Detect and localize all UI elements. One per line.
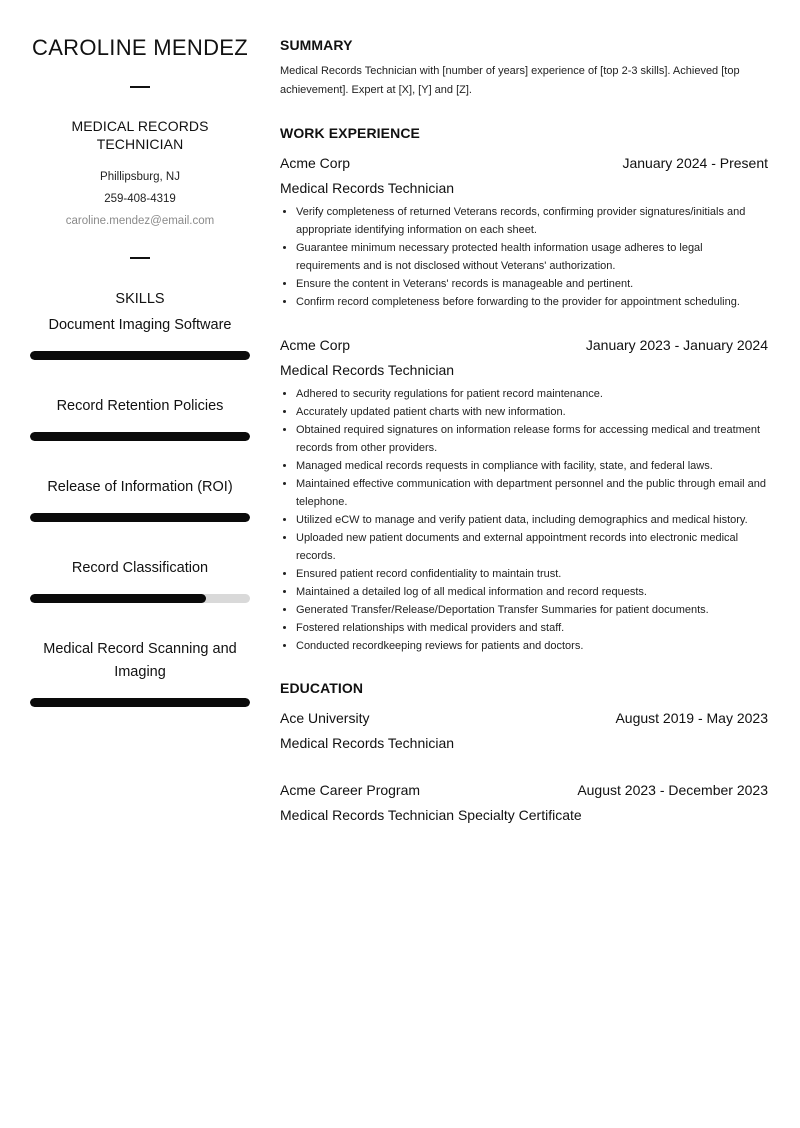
education-entry	[280, 781, 768, 824]
skill-name: Medical Record Scanning and Imaging	[43, 641, 237, 680]
skill-level-fill	[30, 513, 250, 522]
skill-list	[30, 314, 250, 707]
main-content	[280, 36, 768, 824]
skill-name: Document Imaging Software	[48, 317, 232, 333]
skill-level-bar	[30, 594, 250, 603]
education-dates: August 2023 - December 2023	[577, 782, 768, 798]
work-entry	[280, 336, 768, 655]
achievement-list	[280, 203, 768, 311]
education-section	[280, 679, 768, 824]
achievement-item: • Obtained required signatures on information release forms for accessing medical and treatment records from other providers.	[296, 421, 768, 457]
job-role: Medical Records Technician	[280, 180, 455, 196]
achievement-item: • Confirm record completeness before forwarding to the provider for appointment scheduling.	[296, 293, 768, 311]
skill-item	[30, 476, 250, 522]
education-entry	[280, 709, 768, 752]
skill-name: Record Retention Policies	[56, 398, 224, 414]
achievement-item: • Uploaded new patient documents and external appointment records into electronic medical records.	[296, 529, 768, 565]
institution-name: Acme Career Program	[280, 782, 421, 798]
summary-section	[280, 36, 768, 100]
email-address: caroline.mendez@email.com	[65, 215, 215, 227]
job-role: Medical Records Technician	[280, 362, 455, 378]
achievement-item: • Adhered to security regulations for patient record maintenance.	[296, 385, 768, 403]
skills-heading: SKILLS	[115, 291, 165, 307]
achievement-item: • Verify completeness of returned Veterans records, confirming provider signatures/initials and appropriate identifying information on each sheet.	[296, 203, 768, 239]
achievement-item: • Maintained effective communication with department personnel and the public through email and telephone.	[296, 475, 768, 511]
phone-number: 259-408-4319	[104, 193, 176, 205]
achievement-item: • Maintained a detailed log of all medical information and record requests.	[296, 583, 768, 601]
divider	[130, 86, 150, 88]
skill-level-bar	[30, 351, 250, 360]
skill-level-fill	[30, 351, 250, 360]
education-entry-header	[280, 709, 768, 727]
skill-level-bar	[30, 698, 250, 707]
skill-item	[30, 314, 250, 360]
achievement-item: • Generated Transfer/Release/Deportation Transfer Summaries for patient documents.	[296, 601, 768, 619]
skill-item	[30, 638, 250, 707]
degree: Medical Records Technician Specialty Certificate	[280, 807, 582, 823]
skill-level-fill	[30, 698, 250, 707]
candidate-name: CAROLINE MENDEZ	[32, 35, 248, 60]
achievement-item: • Ensure the content in Veterans' records is manageable and pertinent.	[296, 275, 768, 293]
work-entry	[280, 154, 768, 311]
work-experience-heading: WORK EXPERIENCE	[280, 125, 420, 141]
education-dates: August 2019 - May 2023	[615, 710, 768, 726]
summary-heading: SUMMARY	[280, 37, 353, 53]
company-name: Acme Corp	[280, 155, 351, 171]
achievement-item: • Managed medical records requests in compliance with facility, state, and federal laws.	[296, 457, 768, 475]
skill-name: Record Classification	[71, 560, 209, 576]
skill-level-bar	[30, 432, 250, 441]
employment-dates: January 2024 - Present	[622, 155, 768, 171]
skill-name: Release of Information (ROI)	[47, 479, 233, 495]
company-name: Acme Corp	[280, 337, 351, 353]
skill-level-bar	[30, 513, 250, 522]
achievement-list	[280, 385, 768, 655]
degree: Medical Records Technician	[280, 735, 455, 751]
skill-item	[30, 557, 250, 603]
achievement-item: • Conducted recordkeeping reviews for patients and doctors.	[296, 637, 768, 655]
summary-text: Medical Records Technician with [number of years] experience of [top 2-3 skills]. Achieved [top achievement]. Expert at [X], [Y] and [Z].	[280, 65, 740, 96]
work-entry-header	[280, 154, 768, 172]
work-entry-header	[280, 336, 768, 354]
employment-dates: January 2023 - January 2024	[585, 337, 768, 353]
job-title: MEDICAL RECORDS TECHNICIAN	[71, 118, 209, 152]
achievement-item: • Fostered relationships with medical providers and staff.	[296, 619, 768, 637]
achievement-item: • Ensured patient record confidentiality to maintain trust.	[296, 565, 768, 583]
achievement-item: • Accurately updated patient charts with new information.	[296, 403, 768, 421]
achievement-item: • Utilized eCW to manage and verify patient data, including demographics and medical history.	[296, 511, 768, 529]
skill-level-fill	[30, 432, 250, 441]
education-heading: EDUCATION	[280, 680, 364, 696]
skill-item	[30, 395, 250, 441]
skill-level-fill	[30, 594, 206, 603]
work-experience-section	[280, 124, 768, 655]
sidebar	[30, 34, 250, 707]
divider	[130, 257, 150, 259]
education-entry-header	[280, 781, 768, 799]
achievement-item: • Guarantee minimum necessary protected health information usage adheres to legal requirements and is not disclosed without Veterans' authorization.	[296, 239, 768, 275]
location: Phillipsburg, NJ	[100, 171, 180, 183]
institution-name: Ace University	[280, 710, 370, 726]
